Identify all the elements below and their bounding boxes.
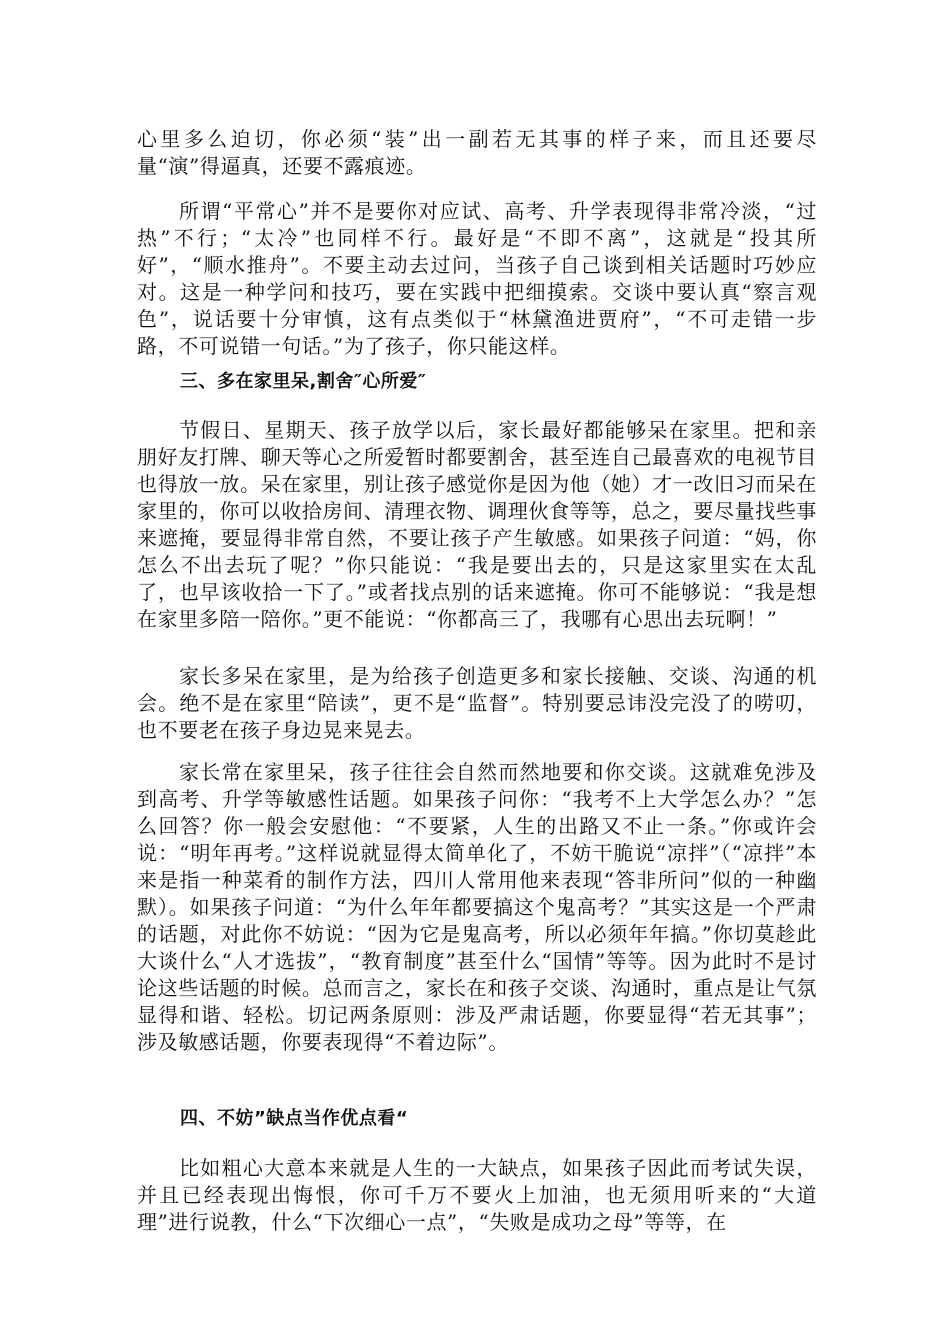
paragraph-shortcomings [137,1155,817,1236]
paragraph-text: 节假日、星期天、孩子放学以后，家长最好都能够呆在家里。把和亲朋好友打牌、聊天等心之所爱暂时都要割舍，甚至连自己最喜欢的电视节目也得放一放。呆在家里，别让孩子感觉你是因为他（她）才一改旧习而呆在家里的，你可以收拾房间、清理衣物、调理伙食等等，总之，要尽量找些事来遮掩，要显得非常自然，不要让孩子产生敏感。如果孩子问道：“妈，你怎么不出去玩了呢？”你只能说：“我是要出去的，只是这家里实在太乱了，也早该收拾一下了。”或者找点别的话来遮掩。你可不能够说：“我是想在家里多陪一陪你。”更不能说：“你都高三了，我哪有心思出去玩啊！” [137,418,817,631]
paragraph-text: 心里多么迫切，你必须“装”出一副若无其事的样子来，而且还要尽量“演”得逼真，还要不露痕迹。 [137,127,817,178]
paragraph-opportunity [137,663,817,744]
paragraph-ordinary-mind [137,198,817,360]
paragraph-stay-home [137,417,817,633]
paragraph-conversation [137,759,817,1056]
paragraph-text: 比如粗心大意本来就是人生的一大缺点，如果孩子因此而考试失误，并且已经表现出悔恨，你可千万不要火上加油，也无须用听来的“大道理”进行说教，什么“下次细心一点”，“失败是成功之母”等等，在 [137,1156,817,1234]
paragraph-text: 家长常在家里呆，孩子往往会自然而然地要和你交谈。这就难免涉及到高考、升学等敏感性话题。如果孩子问你：“我考不上大学怎么办？”怎么回答？你一般会安慰他：“不要紧，人生的出路又不止一条。”你或许会说：“明年再考。”这样说就显得太简单化了，不妨干脆说“凉拌”（“凉拌”本来是指一种菜肴的制作方法，四川人常用他来表现“答非所问”似的一种幽默）。如果孩子问道：“为什么年年都要搞这个鬼高考？”其实这是一个严肃的话题，对此你不妨说：“因为它是鬼高考，所以必须年年搞。”你切莫趁此大谈什么“人才选拔”，“教育制度”甚至什么“国情”等等。因为此时不是讨论这些话题的时候。总而言之，家长在和孩子交谈、沟通时，重点是让气氛显得和谐、轻松。切记两条原则：涉及严肃话题，你要显得“若无其事”；涉及敏感话题，你要表现得“不着边际”。 [137,760,817,1054]
section-heading-4: 四、不妨”缺点当作优点看“ [180,1108,409,1129]
paragraph-text: 家长多呆在家里，是为给孩子创造更多和家长接触、交谈、沟通的机会。绝不是在家里“陪读”，更不是“监督”。特别要忌讳没完没了的唠叨，也不要老在孩子身边晃来晃去。 [137,664,817,742]
paragraph-continuation [137,126,817,180]
section-heading-3: 三、多在家里呆,割舍″心所爱″ [180,371,427,392]
paragraph-text: 所谓“平常心”并不是要你对应试、高考、升学表现得非常冷淡，“过热”不行；“太冷”也同样不行。最好是“不即不离”，这就是“投其所好”，“顺水推舟”。不要主动去过问，当孩子自己谈到相关话题时巧妙应对。这是一种学问和技巧，要在实践中把细摸索。交谈中要认真“察言观色”，说话要十分审慎，这有点类似于“林黛渔进贾府”，“不可走错一步路，不可说错一句话。”为了孩子，你只能这样。 [137,199,817,358]
